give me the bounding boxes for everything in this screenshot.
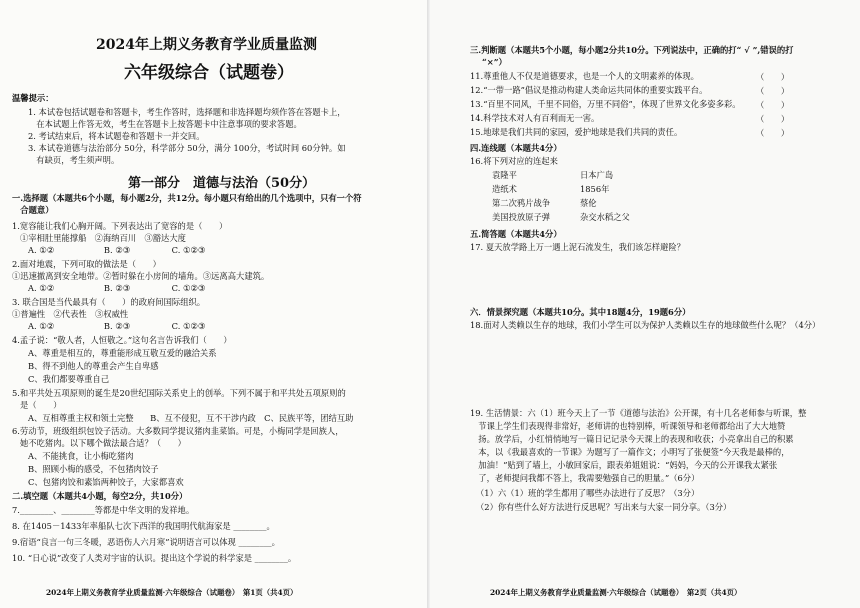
question-6-option: C、包猪肉饺和素馅两种饺子，大家都喜欢: [28, 477, 184, 487]
question-4-option: C、我们都要尊重自己: [28, 374, 110, 384]
question-5-choices: A、互相尊重主权和领土完整 B、互不侵犯，互不干涉内政 C、民族平等，团结互助: [28, 413, 354, 423]
question-7: 7.________、________等都是中华文明的发祥地。: [12, 505, 195, 515]
question-3-choices: A. ①② B. ②③ C. ①②③: [28, 321, 206, 331]
question-3: 3. 联合国是当代最具有（ ）的政府间国际组织。: [12, 297, 206, 307]
exam-title: 2024年上期义务教育学业质量监测: [96, 37, 317, 53]
section-heading: 二.填空题（本题共4小题，每空2分，共10分）: [12, 491, 188, 501]
question-10: 10. “日心说”改变了人类对宇宙的认识。提出这个学说的科学家是 ________。: [12, 553, 297, 563]
question-19-line: 本，以《我最喜欢的一节课》为题写了一篇作文；小明写了张便签“今天我是最棒的，: [470, 447, 790, 457]
question-6-option: B、照顾小梅的感受，不包猪肉饺子: [28, 464, 159, 474]
question-3-options: ①普遍性 ②代表性 ③权威性: [12, 309, 129, 319]
exam-subtitle: 六年级综合（试题卷）: [124, 63, 294, 83]
section-heading: 三.判断题（本题共5个小题，每小题2分共10分。下列说法中，正确的打“ √ ”,错误的打: [470, 45, 794, 55]
judge-item: 11.尊重他人不仅是道德要求，也是一个人的文明素养的体现。: [470, 71, 699, 81]
judge-item: 12.“一带一路”倡议是推动构建人类命运共同体的重要实践平台。: [470, 85, 708, 95]
match-right-item: 1856年: [580, 184, 610, 194]
tip-line: 在本试题上作答无效，考生在答题卡上按答题卡中注意事项的要求答题。: [28, 119, 302, 129]
section-heading: “×”）: [482, 57, 507, 67]
question-16: 16.将下列对应的连起来: [470, 156, 558, 166]
match-right-item: 日本广岛: [580, 170, 614, 180]
section-heading: 六．情景探究题（本题共10分。其中18题4分，19题6分）: [470, 307, 691, 317]
question-6: 6.劳动节，班级组织包饺子活动。大多数同学提议猪肉韭菜馅。可是，小梅同学是回族人，: [12, 426, 344, 436]
question-4-option: B、得不到他人的尊重会产生自卑感: [28, 361, 159, 371]
question-1: 1.宽容能让我们心胸开阔。下列表达出了宽容的是（ ）: [12, 221, 228, 231]
match-left-item: 袁隆平: [492, 170, 517, 180]
answer-paren: （ ）: [756, 86, 790, 96]
question-19-sub: （1）六（1）班的学生都用了哪些办法进行了反思？（3分）: [476, 488, 700, 498]
question-2-choices: A. ①② B. ②③ C. ①②③: [28, 283, 206, 293]
match-right-item: 杂交水稻之父: [580, 212, 630, 222]
tip-line: 2. 考试结束后，将本试题卷和答题卡一并交回。: [28, 131, 205, 141]
section-heading: 四.连线题（本题共4分）: [470, 143, 562, 153]
judge-item: 14.科学技术对人有百利而无一害。: [470, 113, 600, 123]
exam-page-2: [430, 0, 860, 608]
question-4-option: A、尊重是相互的，尊重能形成互敬互爱的融洽关系: [28, 348, 217, 358]
question-9: 9.宿语“良言一句三冬暖，恶语伤人六月寒”说明语言可以体现 ________。: [12, 537, 280, 547]
section-heading: 一.选择题（本题共6个小题，每小题2分，共12分。每小题只有给出的几个选项中，只有一个符: [12, 193, 362, 203]
question-6-cont: 她不吃猪肉。以下哪个做法最合适？（ ）: [20, 438, 186, 448]
page-footer: 2024年上期义务教育学业质量监测·六年级综合（试题卷） 第1页（共4页）: [46, 588, 298, 597]
question-19-line: 加油！”贴到了墙上，小敏回家后，跟表弟姐姐说：“妈妈，今天的公开课我太紧张: [470, 460, 778, 470]
question-19-line: 节课上学生们表现得非常好，老师讲的也特别棒，听课领导和老师都给出了大大地赞: [470, 421, 786, 431]
answer-paren: （ ）: [756, 100, 790, 110]
question-1-choices: A. ①② B. ②③ C. ①②③: [28, 245, 206, 255]
tip-line: 3. 本试卷道德与法治部分 50分，科学部分 50分，满分 100分，考试时间 60分钟。如: [28, 143, 346, 153]
question-6-option: A、不能挑食，让小梅吃猪肉: [28, 451, 134, 461]
question-17: 17. 夏天放学路上万一遇上泥石流发生，我们该怎样避险？: [470, 242, 685, 252]
judge-item: 15.地球是我们共同的家园，爱护地球是我们共同的责任。: [470, 127, 683, 137]
question-19-line: 19. 生活情景：六（1）班今天上了一节《道德与法治》公开课，有十几名老师参与听课，整: [470, 408, 807, 418]
section-heading: 五.简答题（本题共4分）: [470, 229, 562, 239]
match-right-item: 蔡伦: [580, 198, 597, 208]
tip-line: 1. 本试卷包括试题卷和答题卡，考生作答时，选择题和非选择题均须作答在答题卡上，: [28, 107, 346, 117]
question-5: 5.和平共处五项原则的诞生是20世纪国际关系史上的创举。下列不属于和平共处五项原则的: [12, 388, 346, 398]
judge-item: 13.“百里不同风，千里不同俗，万里不同俗”，体现了世界文化多姿多彩。: [470, 99, 741, 109]
match-left-item: 造纸术: [492, 184, 517, 194]
question-2: 2.面对地震，下列可取的做法是（ ）: [12, 259, 161, 269]
question-18: 18.面对人类赖以生存的地球，我们小学生可以为保护人类赖以生存的地球做些什么呢？（4分）: [470, 320, 821, 330]
question-19-line: 扬。放学后，小红悄悄地写一篇日记记录今天课上的表现和收获；小亮拿出自己的积累: [470, 434, 794, 444]
question-1-options: ①宰相肚里能撑船 ②海纳百川 ③豁达大度: [20, 233, 186, 243]
tips-title: 温馨提示：: [12, 93, 54, 103]
match-left-item: 美国投放原子弹: [492, 212, 551, 222]
section-heading: 合题意）: [12, 205, 54, 215]
question-8: 8. 在1405－1433年率船队七次下西洋的我国明代航海家是 ________。: [12, 521, 275, 531]
match-left-item: 第二次鸦片战争: [492, 198, 551, 208]
tip-line: 有缺页，考生须声明。: [28, 155, 120, 165]
answer-paren: （ ）: [756, 128, 790, 138]
question-2-options: ①迅速撤离到安全地带。②暂时躲在小房间的墙角。③远离高大建筑。: [12, 271, 270, 281]
page-footer: 2024年上期义务教育学业质量监测·六年级综合（试题卷） 第2页（共4页）: [490, 588, 742, 597]
answer-paren: （ ）: [756, 114, 790, 124]
question-4: 4.孟子说：“敬人者，人恒敬之。”这句名言告诉我们（ ）: [12, 335, 232, 345]
answer-paren: （ ）: [756, 72, 790, 82]
part-title: 第一部分 道德与法治（50分）: [128, 176, 316, 191]
question-19-sub: （2）你有些什么好方法进行反思呢？写出来与大家一同分享。（3分）: [476, 502, 732, 512]
question-19-line: 了，老师提问我都不答上，我需要勉强自己的胆量。”（6分）: [470, 473, 700, 483]
question-5-cont: 是（ ）: [20, 400, 62, 410]
